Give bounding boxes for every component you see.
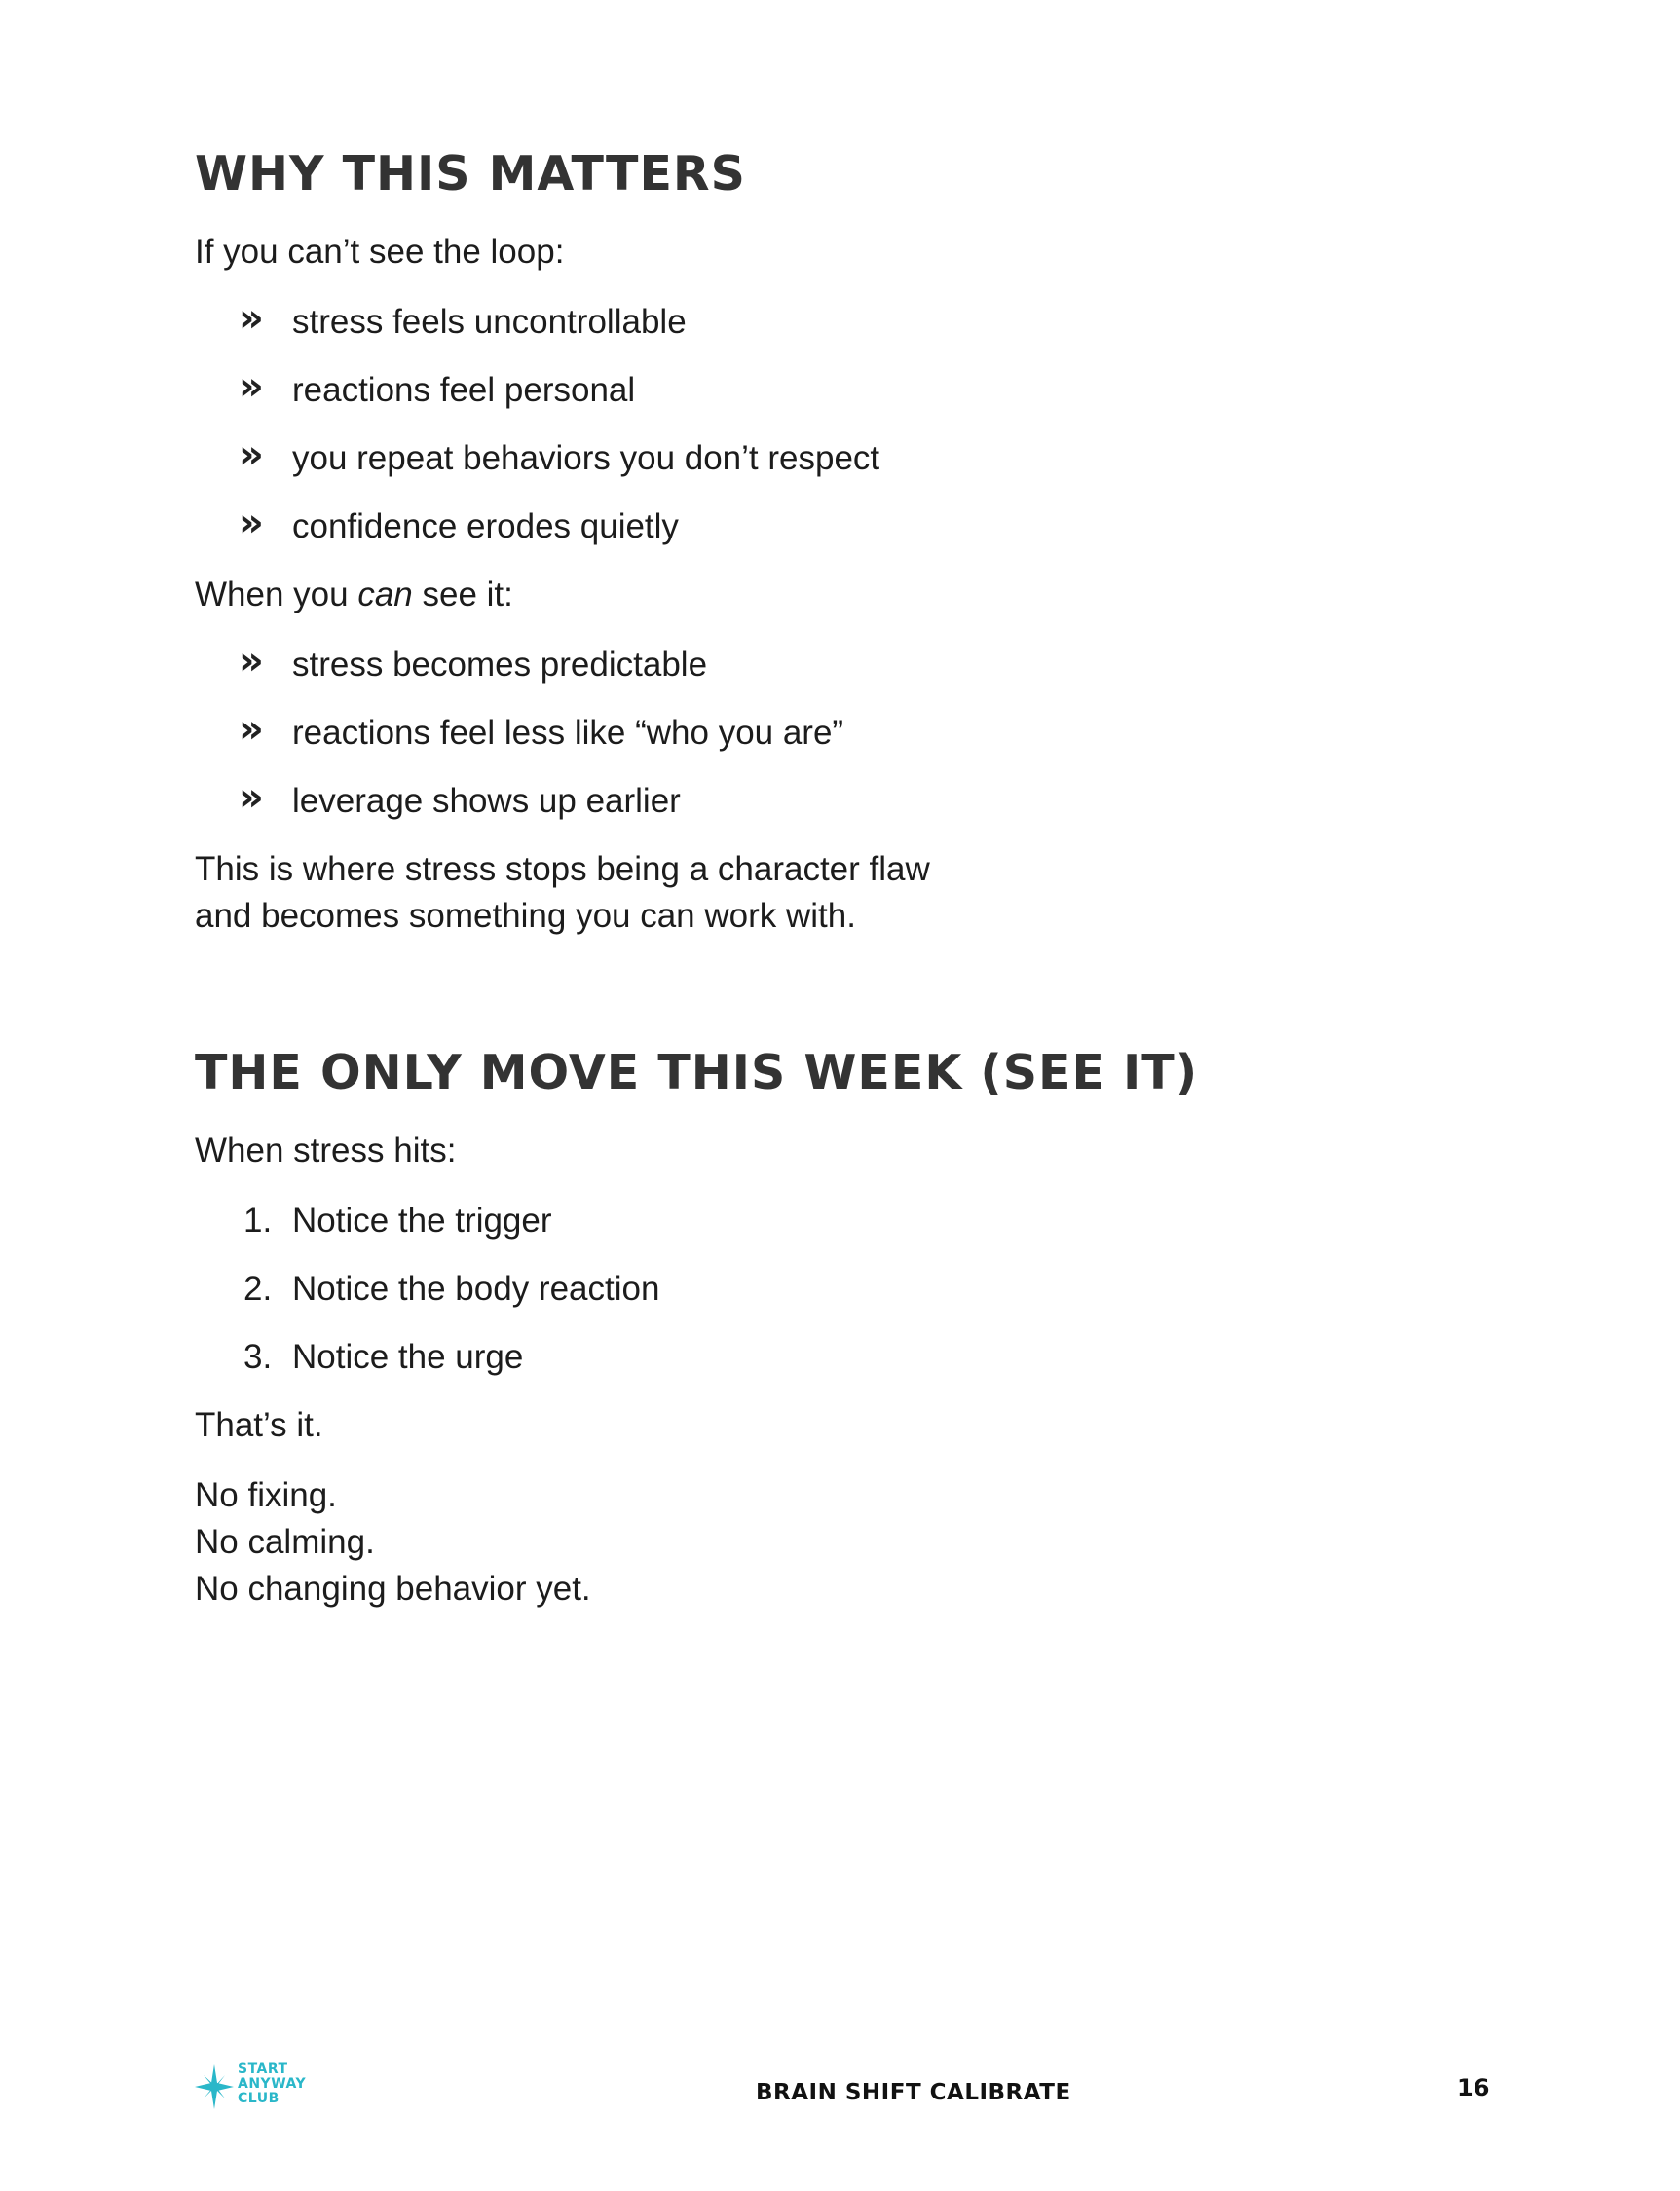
intro-text-part: see it: [412, 575, 513, 613]
list-item-text: leverage shows up earlier [292, 781, 681, 820]
list-item-text: stress becomes predictable [292, 645, 708, 684]
chevron-double-icon: » [239, 500, 264, 545]
intro-text: If you can’t see the loop: [195, 232, 565, 271]
list-item [195, 295, 1510, 346]
step-number: 1. [243, 1201, 273, 1240]
closing-paragraph [195, 1472, 1510, 1613]
list-item-text: confidence erodes quietly [292, 506, 679, 545]
step-number: 3. [243, 1337, 273, 1376]
conclusion-paragraph [195, 846, 1510, 940]
list-item [195, 363, 1510, 414]
list-item [195, 1266, 1510, 1313]
section-heading-why-this-matters: WHY THIS MATTERS [195, 146, 746, 202]
section-heading-only-move: THE ONLY MOVE THIS WEEK (SEE IT) [195, 1044, 1199, 1100]
conclusion-line: and becomes something you can work with. [195, 896, 856, 935]
start-anyway-club-logo [195, 2062, 351, 2111]
list-item-text: stress feels uncontrollable [292, 302, 687, 341]
thats-it-text: That’s it. [195, 1405, 323, 1444]
page-footer [0, 2055, 1680, 2113]
step-text: Notice the urge [292, 1337, 524, 1376]
closing-line: No fixing. [195, 1475, 337, 1514]
chevron-double-icon: » [239, 431, 264, 477]
logo-line: ANYWAY [238, 2076, 307, 2092]
list-item-text: reactions feel less like “who you are” [292, 713, 844, 752]
chevron-double-icon: » [239, 363, 264, 409]
page-number: 16 [1457, 2074, 1490, 2101]
chevron-double-icon: » [239, 638, 264, 684]
list-item-text: you repeat behaviors you don’t respect [292, 438, 880, 477]
list-item [195, 1334, 1510, 1381]
list-item [195, 431, 1510, 482]
step-text: Notice the body reaction [292, 1269, 660, 1308]
footer-title: BRAIN SHIFT CALIBRATE [756, 2080, 1071, 2105]
closing-line: No calming. [195, 1522, 375, 1561]
logo-line: CLUB [238, 2091, 280, 2106]
list-item [195, 1198, 1510, 1244]
intro-text-part: When you [195, 575, 358, 613]
list-item [195, 774, 1510, 825]
step-number: 2. [243, 1269, 273, 1308]
step-text: Notice the trigger [292, 1201, 552, 1240]
list-item [195, 638, 1510, 688]
intro-text-stress-hits: When stress hits: [195, 1131, 457, 1170]
chevron-double-icon: » [239, 706, 264, 752]
bullet-list-can-see [195, 638, 1510, 825]
intro-text-can-see [195, 572, 1510, 618]
emphasis-can: can [357, 575, 413, 613]
logo-line: START [238, 2061, 288, 2077]
bullet-list-cant-see [195, 295, 1510, 550]
closing-line: No changing behavior yet. [195, 1569, 591, 1608]
list-item [195, 500, 1510, 550]
list-item [195, 706, 1510, 757]
conclusion-line: This is where stress stops being a character flaw [195, 849, 930, 888]
chevron-double-icon: » [239, 295, 264, 341]
chevron-double-icon: » [239, 774, 264, 820]
numbered-steps [195, 1198, 1510, 1381]
page-content [195, 146, 1510, 1613]
sparkle-star-icon [195, 2064, 234, 2109]
logo-text [238, 2062, 306, 2106]
list-item-text: reactions feel personal [292, 370, 636, 409]
